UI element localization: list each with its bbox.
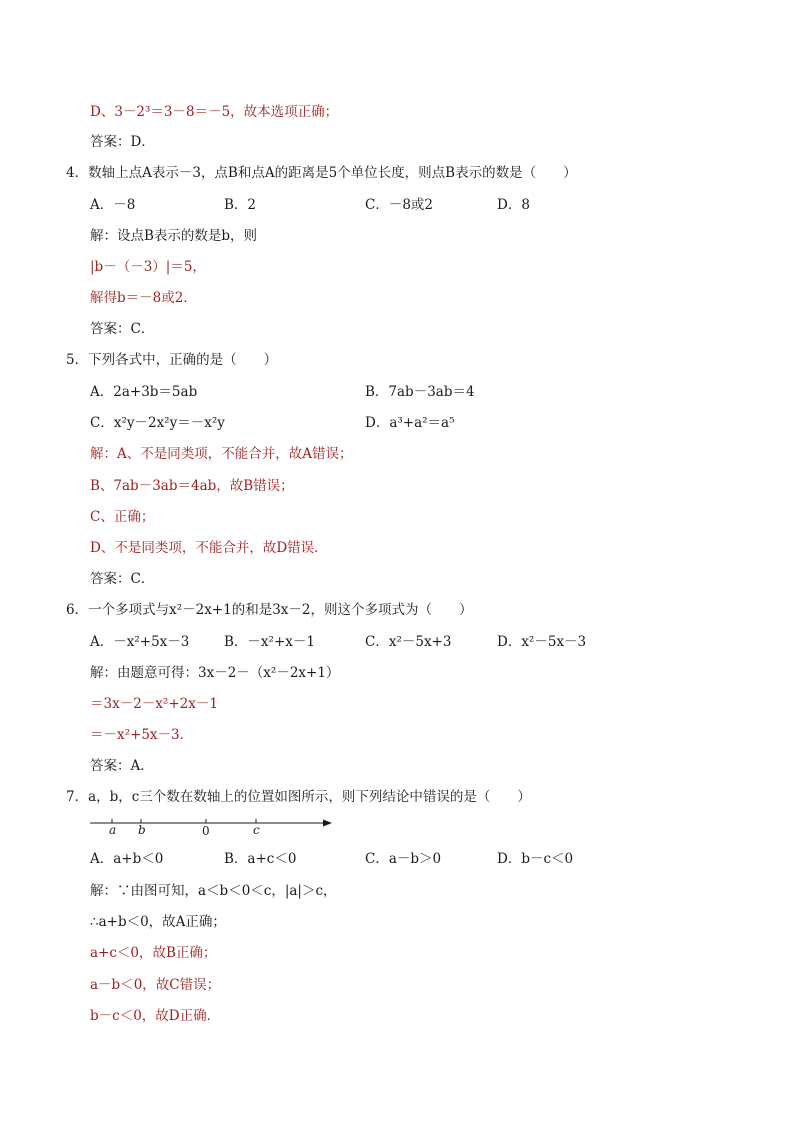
q5-answer: 答案：C．: [90, 571, 155, 587]
q5-option-c: C．x²y－2x²y＝－x²y: [90, 415, 225, 431]
q6-answer: 答案：A．: [90, 758, 154, 774]
q5-option-b: B．7ab－3ab＝4: [365, 384, 475, 400]
q5-option-a: A．2a+3b＝5ab: [90, 384, 198, 400]
q4-solution-line-1: 解：设点B表示的数是b，则: [90, 228, 258, 244]
q6-solution-line-1: 解：由题意可得：3x－2－（x²－2x+1）: [90, 665, 340, 681]
q4-option-b: B．2: [224, 197, 257, 213]
label-b: b: [138, 823, 146, 837]
q6-option-b: B．－x²+x－1: [224, 634, 315, 650]
q7-solution-line-3: a+c＜0，故B正确；: [90, 945, 217, 961]
q6-solution-line-2: ＝3x－2－x²+2x－1: [90, 696, 218, 712]
q3-option-d-solution: D、3－2³＝3－8＝－5，故本选项正确；: [90, 104, 339, 120]
q7-solution-line-4: a－b＜0，故C错误；: [90, 977, 221, 993]
label-zero: 0: [202, 824, 210, 838]
q7-number-line: [88, 814, 338, 840]
q7-option-b: B．a+c＜0: [224, 851, 297, 867]
q6-solution-line-3: ＝－x²+5x－3．: [90, 727, 194, 743]
q7-option-a: A．a+b＜0: [90, 851, 164, 867]
q4-answer: 答案：C．: [90, 321, 155, 337]
q7-solution-line-1: 解：∵由图可知，a＜b＜0＜c，|a|＞c，: [90, 883, 337, 899]
q4-solution-line-3: 解得b＝－8或2．: [90, 290, 197, 306]
q5-solution-line-1: 解：A、不是同类项，不能合并，故A错误；: [90, 446, 353, 462]
q5-option-d: D．a³+a²＝a⁵: [365, 415, 455, 431]
q6-option-d: D．x²－5x－3: [497, 634, 587, 650]
q7-solution-line-5: b－c＜0，故D正确．: [90, 1008, 221, 1024]
label-a: a: [109, 823, 117, 837]
q6-stem: 6．一个多项式与x²－2x+1的和是3x－2，则这个多项式为（ ）: [66, 602, 473, 618]
q7-stem: 7．a，b，c三个数在数轴上的位置如图所示，则下列结论中错误的是（ ）: [66, 789, 531, 805]
q5-solution-line-3: C、正确；: [90, 509, 155, 525]
number-line-arrow: [323, 820, 332, 827]
q3-answer: 答案：D．: [90, 134, 155, 150]
q7-option-d: D．b－c＜0: [497, 851, 574, 867]
q4-solution-line-2: |b－（－3）|＝5，: [90, 259, 206, 275]
q5-solution-line-4: D、不是同类项，不能合并，故D错误．: [90, 540, 328, 556]
q4-option-c: C．－8或2: [365, 197, 434, 213]
q5-stem: 5．下列各式中，正确的是（ ）: [66, 352, 278, 368]
q7-option-c: C．a－b＞0: [365, 851, 442, 867]
q6-option-c: C．x²－5x+3: [365, 634, 452, 650]
q4-option-d: D．8: [497, 197, 530, 213]
q5-solution-line-2: B、7ab－3ab＝4ab，故B错误；: [90, 478, 294, 494]
q4-stem: 4．数轴上点A表示－3，点B和点A的距离是5个单位长度，则点B表示的数是（ ）: [66, 165, 577, 181]
q4-option-a: A．－8: [90, 197, 136, 213]
q7-solution-line-2: ∴a+b＜0，故A正确；: [90, 914, 226, 930]
label-c: c: [253, 823, 260, 837]
q6-option-a: A．－x²+5x－3: [90, 634, 190, 650]
